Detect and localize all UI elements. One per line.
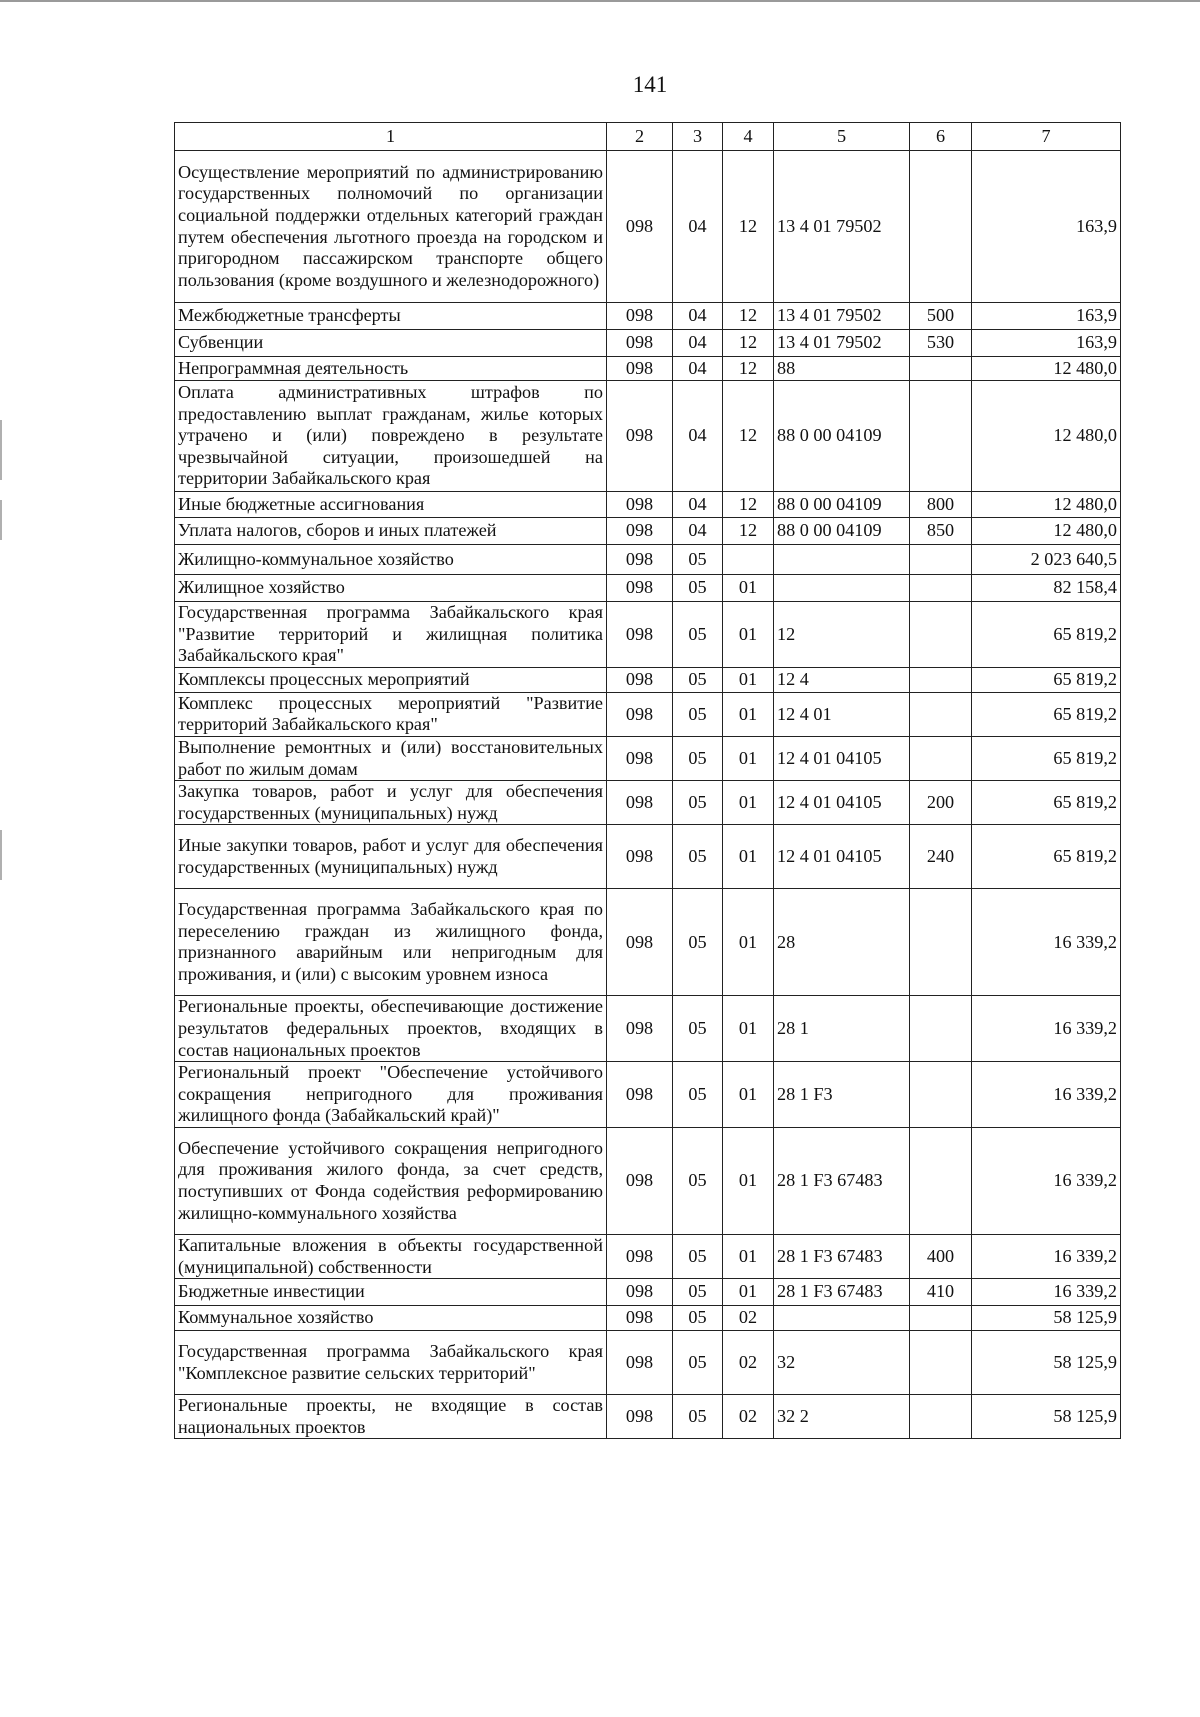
cell-expense-type: 200 [910, 781, 972, 825]
cell-admin-code: 098 [607, 602, 673, 668]
column-header: 7 [972, 123, 1121, 151]
cell-target-article: 12 4 01 04105 [774, 825, 910, 889]
cell-target-article: 32 [774, 1331, 910, 1395]
column-header: 5 [774, 123, 910, 151]
cell-name: Оплата административных штрафов по предоставлению выплат гражданам, жилье которых утрачено и (или) повреждено в результате чрезвычайной ситуации, произошедшей на территории Забайкальского края [175, 381, 607, 492]
cell-section: 05 [673, 545, 723, 575]
cell-amount: 163,9 [972, 303, 1121, 330]
table-row [175, 889, 1121, 996]
cell-name: Комплексы процессных мероприятий [175, 667, 607, 692]
table-row [175, 1395, 1121, 1439]
cell-admin-code: 098 [607, 575, 673, 602]
cell-amount: 16 339,2 [972, 996, 1121, 1062]
cell-section: 05 [673, 667, 723, 692]
cell-section: 05 [673, 602, 723, 668]
cell-admin-code: 098 [607, 1234, 673, 1278]
cell-amount: 58 125,9 [972, 1395, 1121, 1439]
cell-admin-code: 098 [607, 1062, 673, 1128]
budget-table [174, 122, 1121, 1439]
table-row [175, 357, 1121, 381]
cell-target-article: 28 1 F3 67483 [774, 1127, 910, 1234]
cell-subsection: 12 [723, 330, 774, 357]
table-row [175, 151, 1121, 303]
cell-target-article [774, 575, 910, 602]
cell-subsection: 01 [723, 1279, 774, 1306]
cell-admin-code: 098 [607, 1279, 673, 1306]
table-row [175, 1306, 1121, 1331]
cell-admin-code: 098 [607, 151, 673, 303]
cell-name: Непрограммная деятельность [175, 357, 607, 381]
cell-name: Жилищно-коммунальное хозяйство [175, 545, 607, 575]
cell-target-article: 88 0 00 04109 [774, 381, 910, 492]
table-row [175, 736, 1121, 780]
cell-name: Субвенции [175, 330, 607, 357]
cell-target-article: 28 1 F3 [774, 1062, 910, 1128]
cell-name: Осуществление мероприятий по администрированию государственных полномочий по организации социальной поддержки отдельных категорий граждан путем обеспечения льготного проезда на городском и пригородном пассажирском транспорте общего пользования (кроме воздушного и железнодорожного) [175, 151, 607, 303]
cell-section: 04 [673, 381, 723, 492]
scan-edge-mark [0, 420, 2, 480]
table-row [175, 602, 1121, 668]
cell-section: 05 [673, 1234, 723, 1278]
cell-subsection: 01 [723, 996, 774, 1062]
cell-subsection: 01 [723, 575, 774, 602]
cell-admin-code: 098 [607, 1331, 673, 1395]
cell-amount: 16 339,2 [972, 1279, 1121, 1306]
table-row [175, 667, 1121, 692]
cell-admin-code: 098 [607, 357, 673, 381]
cell-subsection: 01 [723, 1062, 774, 1128]
cell-target-article: 13 4 01 79502 [774, 330, 910, 357]
column-header: 4 [723, 123, 774, 151]
table-row [175, 1234, 1121, 1278]
cell-amount: 16 339,2 [972, 1234, 1121, 1278]
cell-section: 04 [673, 492, 723, 518]
cell-target-article: 88 0 00 04109 [774, 518, 910, 545]
cell-section: 05 [673, 996, 723, 1062]
cell-subsection: 01 [723, 667, 774, 692]
page-number: 141 [632, 72, 668, 97]
cell-subsection: 12 [723, 357, 774, 381]
cell-section: 05 [673, 1331, 723, 1395]
header-row [175, 123, 1121, 151]
table-row [175, 996, 1121, 1062]
table-row [175, 1331, 1121, 1395]
column-header: 1 [175, 123, 607, 151]
cell-expense-type [910, 1395, 972, 1439]
cell-subsection: 01 [723, 1234, 774, 1278]
table-body [175, 151, 1121, 1439]
cell-name: Государственная программа Забайкальского края по переселению граждан из жилищного фонда, признанного аварийным или непригодным для проживания, и (или) с высоким уровнем износа [175, 889, 607, 996]
cell-admin-code: 098 [607, 518, 673, 545]
cell-admin-code: 098 [607, 667, 673, 692]
cell-admin-code: 098 [607, 736, 673, 780]
cell-subsection: 01 [723, 736, 774, 780]
column-header: 2 [607, 123, 673, 151]
cell-expense-type: 800 [910, 492, 972, 518]
cell-amount: 12 480,0 [972, 492, 1121, 518]
cell-amount: 12 480,0 [972, 357, 1121, 381]
cell-subsection: 12 [723, 303, 774, 330]
cell-admin-code: 098 [607, 330, 673, 357]
cell-section: 05 [673, 736, 723, 780]
cell-target-article: 28 [774, 889, 910, 996]
cell-section: 05 [673, 1062, 723, 1128]
cell-amount: 163,9 [972, 151, 1121, 303]
cell-admin-code: 098 [607, 692, 673, 736]
cell-name: Иные закупки товаров, работ и услуг для обеспечения государственных (муниципальных) нужд [175, 825, 607, 889]
cell-amount: 16 339,2 [972, 1127, 1121, 1234]
cell-subsection [723, 545, 774, 575]
cell-name: Межбюджетные трансферты [175, 303, 607, 330]
cell-target-article: 88 0 00 04109 [774, 492, 910, 518]
cell-amount: 82 158,4 [972, 575, 1121, 602]
cell-admin-code: 098 [607, 889, 673, 996]
cell-target-article: 32 2 [774, 1395, 910, 1439]
table-row [175, 1127, 1121, 1234]
cell-expense-type [910, 1127, 972, 1234]
cell-expense-type: 240 [910, 825, 972, 889]
cell-section: 05 [673, 825, 723, 889]
cell-name: Государственная программа Забайкальского края "Развитие территорий и жилищная политика Забайкальского края" [175, 602, 607, 668]
cell-amount: 58 125,9 [972, 1306, 1121, 1331]
table-row [175, 781, 1121, 825]
cell-section: 05 [673, 1395, 723, 1439]
cell-name: Региональный проект "Обеспечение устойчивого сокращения непригодного для проживания жилищного фонда (Забайкальский край)" [175, 1062, 607, 1128]
cell-expense-type [910, 1306, 972, 1331]
cell-section: 05 [673, 692, 723, 736]
cell-amount: 12 480,0 [972, 518, 1121, 545]
cell-amount: 65 819,2 [972, 602, 1121, 668]
cell-admin-code: 098 [607, 825, 673, 889]
cell-admin-code: 098 [607, 492, 673, 518]
cell-section: 04 [673, 303, 723, 330]
cell-name: Коммунальное хозяйство [175, 1306, 607, 1331]
cell-subsection: 12 [723, 381, 774, 492]
cell-expense-type [910, 357, 972, 381]
cell-subsection: 02 [723, 1306, 774, 1331]
cell-subsection: 01 [723, 692, 774, 736]
cell-section: 04 [673, 151, 723, 303]
cell-expense-type [910, 889, 972, 996]
column-header: 6 [910, 123, 972, 151]
cell-section: 05 [673, 1127, 723, 1234]
cell-target-article: 12 4 01 [774, 692, 910, 736]
cell-section: 05 [673, 781, 723, 825]
cell-amount: 65 819,2 [972, 781, 1121, 825]
cell-section: 04 [673, 357, 723, 381]
cell-target-article: 88 [774, 357, 910, 381]
cell-subsection: 01 [723, 825, 774, 889]
cell-expense-type [910, 996, 972, 1062]
column-header: 3 [673, 123, 723, 151]
cell-expense-type: 530 [910, 330, 972, 357]
cell-expense-type: 500 [910, 303, 972, 330]
cell-target-article: 28 1 F3 67483 [774, 1279, 910, 1306]
cell-section: 04 [673, 518, 723, 545]
table-row [175, 692, 1121, 736]
cell-target-article: 28 1 F3 67483 [774, 1234, 910, 1278]
cell-subsection: 12 [723, 518, 774, 545]
cell-admin-code: 098 [607, 1395, 673, 1439]
table-row [175, 575, 1121, 602]
cell-name: Выполнение ремонтных и (или) восстановительных работ по жилым домам [175, 736, 607, 780]
cell-amount: 65 819,2 [972, 667, 1121, 692]
cell-expense-type [910, 545, 972, 575]
cell-target-article: 13 4 01 79502 [774, 303, 910, 330]
cell-amount: 12 480,0 [972, 381, 1121, 492]
cell-amount: 65 819,2 [972, 692, 1121, 736]
cell-admin-code: 098 [607, 545, 673, 575]
cell-expense-type [910, 692, 972, 736]
cell-amount: 65 819,2 [972, 736, 1121, 780]
cell-expense-type: 400 [910, 1234, 972, 1278]
cell-name: Комплекс процессных мероприятий "Развитие территорий Забайкальского края" [175, 692, 607, 736]
cell-name: Региональные проекты, не входящие в состав национальных проектов [175, 1395, 607, 1439]
table-row [175, 518, 1121, 545]
cell-subsection: 12 [723, 492, 774, 518]
cell-subsection: 01 [723, 1127, 774, 1234]
scan-edge-line [0, 0, 1200, 2]
cell-amount: 58 125,9 [972, 1331, 1121, 1395]
cell-expense-type [910, 381, 972, 492]
cell-admin-code: 098 [607, 1127, 673, 1234]
cell-expense-type: 410 [910, 1279, 972, 1306]
cell-target-article: 13 4 01 79502 [774, 151, 910, 303]
cell-subsection: 01 [723, 602, 774, 668]
cell-section: 05 [673, 575, 723, 602]
cell-expense-type: 850 [910, 518, 972, 545]
table-row [175, 303, 1121, 330]
cell-admin-code: 098 [607, 303, 673, 330]
cell-target-article [774, 1306, 910, 1331]
cell-target-article: 12 4 [774, 667, 910, 692]
cell-subsection: 01 [723, 889, 774, 996]
cell-subsection: 01 [723, 781, 774, 825]
cell-section: 05 [673, 889, 723, 996]
cell-section: 04 [673, 330, 723, 357]
cell-subsection: 02 [723, 1395, 774, 1439]
cell-name: Обеспечение устойчивого сокращения непригодного для проживания жилого фонда, за счет средств, поступивших от Фонда содействия реформированию жилищно-коммунального хозяйства [175, 1127, 607, 1234]
cell-target-article: 12 4 01 04105 [774, 781, 910, 825]
cell-name: Жилищное хозяйство [175, 575, 607, 602]
table-row [175, 1062, 1121, 1128]
cell-admin-code: 098 [607, 781, 673, 825]
table-row [175, 825, 1121, 889]
cell-amount: 16 339,2 [972, 1062, 1121, 1128]
cell-name: Государственная программа Забайкальского края "Комплексное развитие сельских территорий" [175, 1331, 607, 1395]
cell-target-article: 12 [774, 602, 910, 668]
cell-subsection: 12 [723, 151, 774, 303]
cell-target-article: 28 1 [774, 996, 910, 1062]
cell-name: Закупка товаров, работ и услуг для обеспечения государственных (муниципальных) нужд [175, 781, 607, 825]
cell-name: Капитальные вложения в объекты государственной (муниципальной) собственности [175, 1234, 607, 1278]
cell-name: Региональные проекты, обеспечивающие достижение результатов федеральных проектов, входящих в состав национальных проектов [175, 996, 607, 1062]
scan-edge-mark [0, 500, 2, 540]
cell-amount: 163,9 [972, 330, 1121, 357]
table-row [175, 330, 1121, 357]
cell-admin-code: 098 [607, 996, 673, 1062]
cell-admin-code: 098 [607, 381, 673, 492]
cell-amount: 2 023 640,5 [972, 545, 1121, 575]
cell-section: 05 [673, 1306, 723, 1331]
cell-target-article: 12 4 01 04105 [774, 736, 910, 780]
cell-admin-code: 098 [607, 1306, 673, 1331]
cell-amount: 16 339,2 [972, 889, 1121, 996]
cell-name: Бюджетные инвестиции [175, 1279, 607, 1306]
cell-expense-type [910, 575, 972, 602]
cell-expense-type [910, 151, 972, 303]
cell-name: Иные бюджетные ассигнования [175, 492, 607, 518]
cell-expense-type [910, 602, 972, 668]
cell-expense-type [910, 1062, 972, 1128]
cell-expense-type [910, 1331, 972, 1395]
cell-subsection: 02 [723, 1331, 774, 1395]
cell-amount: 65 819,2 [972, 825, 1121, 889]
cell-name: Уплата налогов, сборов и иных платежей [175, 518, 607, 545]
table-row [175, 381, 1121, 492]
cell-expense-type [910, 667, 972, 692]
scan-edge-mark [0, 830, 2, 880]
table-row [175, 545, 1121, 575]
cell-target-article [774, 545, 910, 575]
table-row [175, 1279, 1121, 1306]
cell-expense-type [910, 736, 972, 780]
table-row [175, 492, 1121, 518]
cell-section: 05 [673, 1279, 723, 1306]
